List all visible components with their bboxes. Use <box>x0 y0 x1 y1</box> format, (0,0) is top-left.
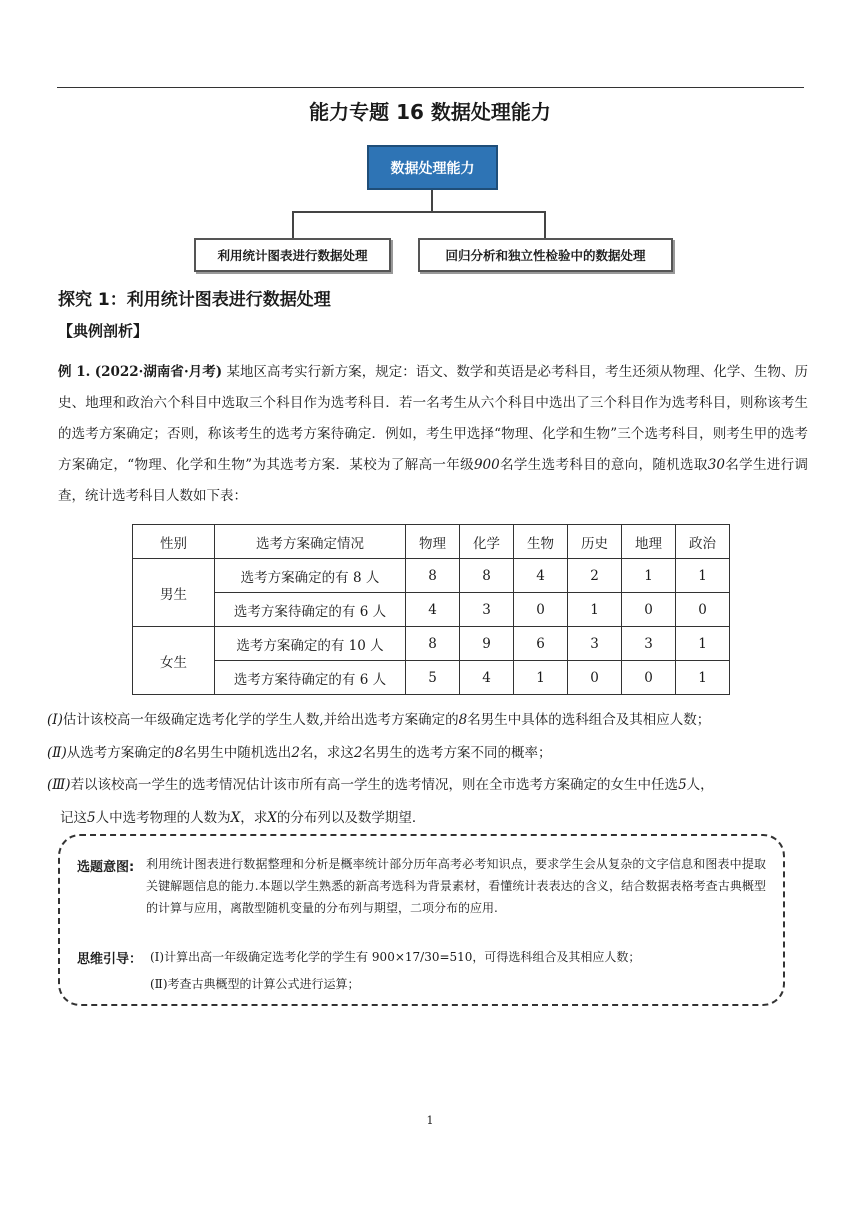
value-cell: 8 <box>406 559 460 593</box>
value-cell: 8 <box>406 627 460 661</box>
mindmap-node-right: 回归分析和独立性检验中的数据处理 <box>418 238 673 272</box>
question-3-text-4: 人中选考物理的人数为 <box>95 810 231 826</box>
value-cell: 0 <box>622 661 676 695</box>
mindmap-connector-left <box>292 211 294 238</box>
value-cell: 8 <box>460 559 514 593</box>
table-header: 选考方案确定情况 <box>215 525 406 559</box>
example-source: (2022·湖南省·月考) <box>94 364 223 380</box>
value-cell: 1 <box>676 559 730 593</box>
question-3-continued <box>60 806 830 826</box>
question-3-number: 5 <box>678 777 687 793</box>
table-header: 历史 <box>568 525 622 559</box>
table-row <box>133 661 730 695</box>
table-row <box>133 559 730 593</box>
mindmap-root: 数据处理能力 <box>367 145 498 190</box>
question-3-number-2: 5 <box>87 810 96 826</box>
question-3-text-2: 人， <box>686 777 714 793</box>
value-cell: 4 <box>406 593 460 627</box>
example-paragraph <box>58 357 808 512</box>
question-2-label: (Ⅱ) <box>47 745 67 761</box>
value-cell: 0 <box>676 593 730 627</box>
question-2-text-3: 名，求这 <box>299 745 354 761</box>
example-text: 某地区高考实行新方案，规定：语文、数学和英语是必考科目，考生还须从物理、化学、生物、历史、地理和政治六个科目中选取三个科目作为选考科目．若一名考生从六个科目中选出了三个科目作为选考科目，则称该考生的选考方案确定；否则，称该考生的选考方案待确定．例如，考生甲选择“物理、化学和生物”三个选考科目，则考生甲的选考方案确定，“物理、化学和生物”为其选考方案．某校为了解高一年级 <box>58 364 809 473</box>
value-cell: 1 <box>568 593 622 627</box>
question-3-label: (Ⅲ) <box>47 777 71 793</box>
subsection-heading: 【典例剖析】 <box>58 322 149 340</box>
value-cell: 9 <box>460 627 514 661</box>
table-header: 地理 <box>622 525 676 559</box>
question-2-text: 从选考方案确定的 <box>66 745 175 761</box>
status-cell: 选考方案待确定的有 6 人 <box>215 661 406 695</box>
mindmap-connector-horizontal <box>292 211 546 213</box>
variable-x: X <box>267 810 277 826</box>
status-cell: 选考方案确定的有 10 人 <box>215 627 406 661</box>
number-30: 30 <box>707 457 725 473</box>
mindmap-connector-right <box>544 211 546 238</box>
table-row <box>133 627 730 661</box>
question-1-label: (Ⅰ) <box>47 712 63 728</box>
value-cell: 5 <box>406 661 460 695</box>
status-cell: 选考方案确定的有 8 人 <box>215 559 406 593</box>
mindmap-node-left: 利用统计图表进行数据处理 <box>194 238 391 272</box>
value-cell: 4 <box>514 559 568 593</box>
question-1-text-2: 名男生中具体的选科组合及其相应人数； <box>467 712 711 728</box>
question-2-text-2: 名男生中随机选出 <box>183 745 292 761</box>
value-cell: 3 <box>460 593 514 627</box>
table-row <box>133 593 730 627</box>
page-number: 1 <box>426 1114 434 1127</box>
value-cell: 0 <box>514 593 568 627</box>
question-3 <box>47 773 817 793</box>
table-header: 物理 <box>406 525 460 559</box>
gender-cell: 女生 <box>133 627 215 695</box>
variable-x: X <box>230 810 241 826</box>
guide-label: 思维引导： <box>77 952 143 967</box>
example-text-2: 名学生选考科目的意向，随机选取 <box>499 457 708 473</box>
table-header-row <box>133 525 730 559</box>
table-header: 政治 <box>676 525 730 559</box>
page-title: 能力专题 16 数据处理能力 <box>309 100 551 124</box>
value-cell: 4 <box>460 661 514 695</box>
value-cell: 1 <box>676 627 730 661</box>
value-cell: 3 <box>568 627 622 661</box>
data-table <box>132 524 730 695</box>
value-cell: 0 <box>622 593 676 627</box>
gender-cell: 男生 <box>133 559 215 627</box>
question-2-number-2: 2 <box>291 745 300 761</box>
guide-line-1: (Ⅰ)计算出高一年级确定选考化学的学生有 900×17/30=510，可得选科组合及其相应人数； <box>150 950 641 964</box>
question-1-number: 8 <box>458 712 468 728</box>
value-cell: 1 <box>622 559 676 593</box>
table-header: 性别 <box>133 525 215 559</box>
intent-text: 利用统计图表进行数据整理和分析是概率统计部分历年高考必考知识点，要求学生会从复杂的文字信息和图表中提取关键解题信息的能力.本题以学生熟悉的新高考选科为背景素材，看懂统计表表达的含义，结合数据表格考查古典概型的计算与应用，离散型随机变量的分布列与期望，二项分布的应用. <box>146 857 766 915</box>
question-1 <box>47 708 817 728</box>
table-header: 生物 <box>514 525 568 559</box>
question-3-text: 若以该校高一学生的选考情况估计该市所有高一学生的选考情况，则在全市选考方案确定的女生中任选 <box>70 777 679 793</box>
question-2-number: 8 <box>174 745 184 761</box>
analysis-note-box <box>58 834 785 1006</box>
section-heading: 探究 1：利用统计图表进行数据处理 <box>58 290 331 310</box>
value-cell: 1 <box>514 661 568 695</box>
guide-line-2: (Ⅱ)考查古典概型的计算公式进行运算； <box>150 977 360 991</box>
example-label: 例 1. <box>58 364 91 380</box>
example-text-3: 名学生进行调查，统计选考科目人数如下表： <box>58 457 808 504</box>
value-cell: 2 <box>568 559 622 593</box>
intent-label: 选题意图: <box>77 860 135 875</box>
question-3-text-3: 记这 <box>60 810 87 826</box>
question-1-text: 估计该校高一年级确定选考化学的学生人数,并给出选考方案确定的 <box>62 712 459 728</box>
value-cell: 3 <box>622 627 676 661</box>
mindmap-connector-vertical <box>431 190 433 212</box>
table-header: 化学 <box>460 525 514 559</box>
number-900: 900 <box>473 457 500 473</box>
top-rule <box>57 87 804 88</box>
question-3-text-5: ，求 <box>240 810 268 826</box>
value-cell: 0 <box>568 661 622 695</box>
status-cell: 选考方案待确定的有 6 人 <box>215 593 406 627</box>
value-cell: 1 <box>676 661 730 695</box>
value-cell: 6 <box>514 627 568 661</box>
question-2 <box>47 741 817 761</box>
question-2-number-3: 2 <box>353 745 363 761</box>
question-3-text-6: 的分布列以及数学期望． <box>276 810 426 826</box>
question-2-text-4: 名男生的选考方案不同的概率； <box>362 745 552 761</box>
